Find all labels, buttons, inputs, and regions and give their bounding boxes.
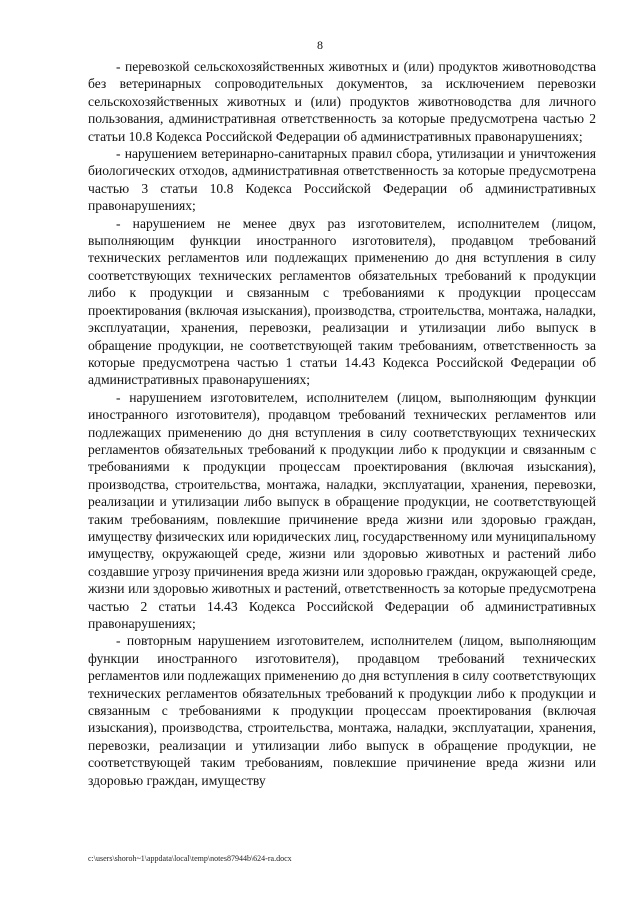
paragraph: - повторным нарушением изготовителем, исполнителем (лицом, выполняющим функции иностранного изготовителя), продавцом требований технических регламентов или подлежащих применению до дня вступления в силу соответствующих технических регламентов обязательных требований к продукции либо к продукции и связанным с требованиями к продукции процессам проектирования (включая изыскания), производства, строительства, монтажа, наладки, эксплуатации, хранения, перевозки, реализации и утилизации либо выпуск в обращение продукции, не соответствующей таким требованиям, повлекшие причинение вреда жизни или здоровью граждан, имуществу [88, 633, 596, 788]
paragraph: - нарушением изготовителем, исполнителем (лицом, выполняющим функции иностранного изготовителя), продавцом требований технических регламентов или подлежащих применению до дня вступления в силу соответствующих технических регламентов обязательных требований к продукции либо к продукции и связанным с требованиями к продукции процессам проектирования (включая изыскания), производства, строительства, монтажа, наладки, эксплуатации, хранения, перевозки, реализации и утилизации либо выпуск в обращение продукции, не соответствующей таким требованиям, повлекшие причинение вреда жизни или здоровью граждан, имуществу физических или юридических лиц, государственному или муниципальному имуществу, окружающей среде, жизни или здоровью животных и растений либо создавшие угрозу причинения вреда жизни или здоровью граждан, окружающей среде, жизни или здоровью животных и растений, ответственность за которые предусмотрена частью 2 статьи 14.43 Кодекса Российской Федерации об административных правонарушениях; [88, 389, 596, 631]
document-body [88, 58, 596, 789]
footer-file-path: c:\users\shoroh~1\appdata\local\temp\notes87944b\624-ra.docx [88, 854, 292, 863]
paragraph: - перевозкой сельскохозяйственных животных и (или) продуктов животноводства без ветеринарных сопроводительных документов, за исключением перевозки сельскохозяйственных животных и (или) продуктов животноводства для личного пользования, административная ответственность за которые предусмотрена частью 2 статьи 10.8 Кодекса Российской Федерации об административных правонарушениях; [88, 59, 596, 144]
paragraph: - нарушением не менее двух раз изготовителем, исполнителем (лицом, выполняющим функции иностранного изготовителя), продавцом требований технических регламентов или подлежащих применению до дня вступления в силу соответствующих технических регламентов обязательных требований к продукции либо к продукции и связанным с требованиями к продукции процессам проектирования (включая изыскания), производства, строительства, монтажа, наладки, эксплуатации, хранения, перевозки, реализации и утилизации либо выпуск в обращение продукции, не соответствующей таким требованиям, ответственность за которые предусмотрена частью 1 статьи 14.43 Кодекса Российской Федерации об административных правонарушениях; [88, 215, 596, 388]
page-number: 8 [317, 38, 323, 52]
paragraph: - нарушением ветеринарно-санитарных правил сбора, утилизации и уничтожения биологических отходов, административная ответственность за которые предусмотрена частью 3 статьи 10.8 Кодекса Российской Федерации об административных правонарушениях; [88, 146, 596, 214]
